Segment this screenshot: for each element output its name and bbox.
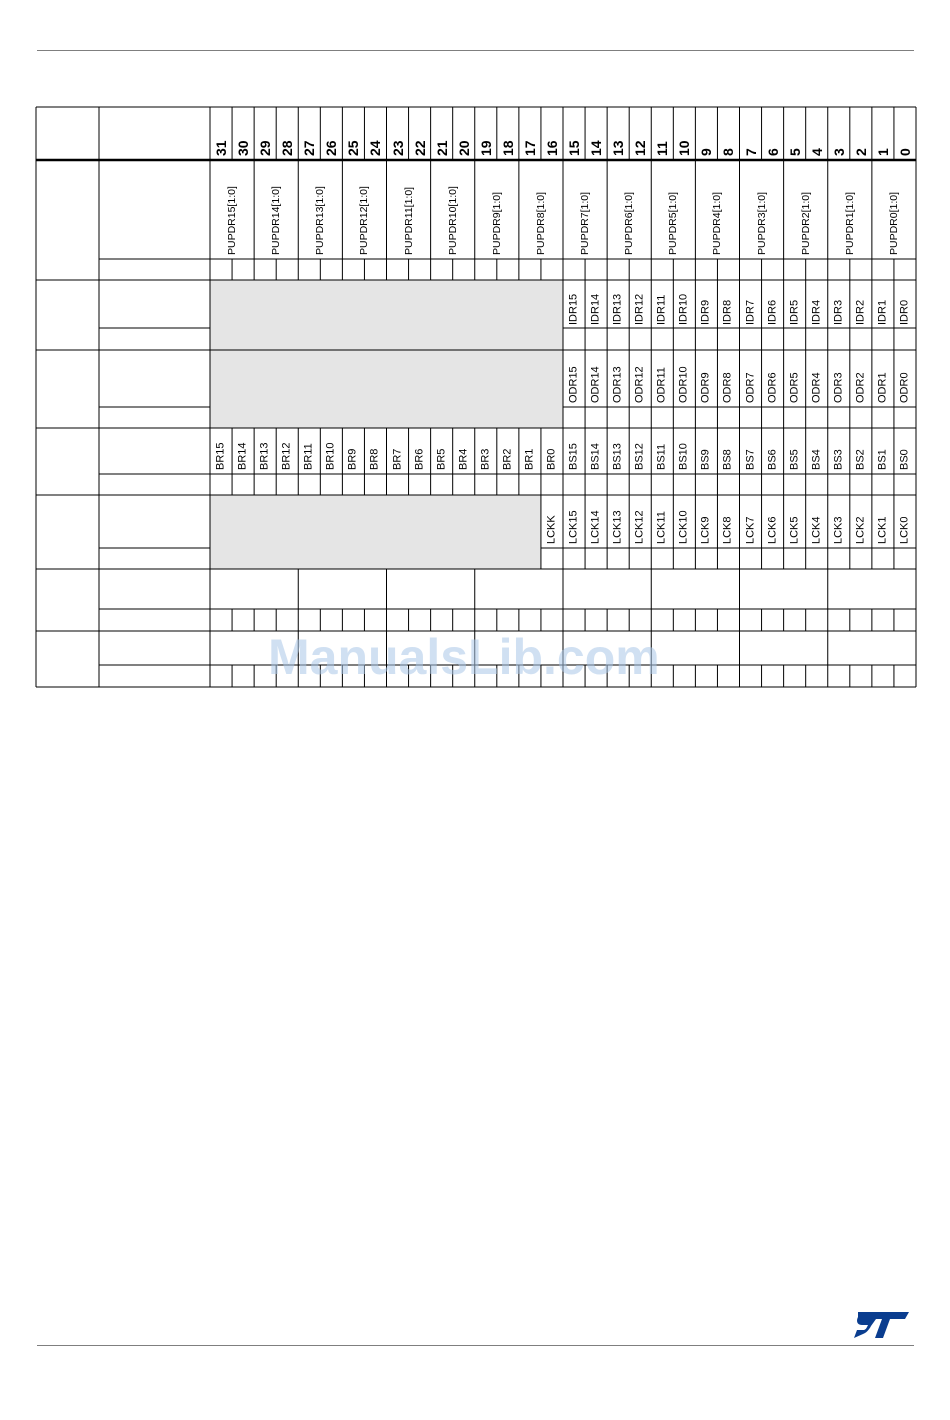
odr-field-label: ODR3 (832, 372, 845, 403)
bit-number: 21 (433, 140, 450, 156)
bit-number: 17 (521, 140, 538, 156)
odr-field-label: ODR11 (655, 367, 668, 403)
pupdr-field-label: PUPDR11[1:0] (402, 186, 415, 255)
bsrr-bs-label: BS2 (854, 449, 867, 470)
bit-number: 23 (389, 140, 406, 156)
bit-number: 0 (896, 148, 913, 156)
odr-field-label: ODR7 (744, 372, 757, 403)
bsrr-br-label: BR2 (501, 448, 514, 470)
pupdr-field-label: PUPDR7[1:0] (578, 191, 591, 255)
bit-number: 7 (742, 148, 759, 156)
bsrr-bs-label: BS6 (766, 449, 779, 470)
odr-field-label: ODR13 (611, 366, 624, 403)
lckr-field-label: LCK2 (854, 516, 867, 544)
idr-field-label: IDR10 (677, 293, 690, 325)
bsrr-br-label: BR12 (280, 442, 293, 470)
bit-number: 8 (720, 148, 737, 156)
bit-number: 19 (477, 140, 494, 156)
pupdr-field-label: PUPDR1[1:0] (843, 191, 856, 255)
idr-field-label: IDR4 (810, 299, 823, 325)
lckr-field-label: LCK14 (589, 510, 602, 544)
odr-field-label: ODR8 (721, 372, 734, 403)
bsrr-br-label: BR15 (214, 442, 227, 470)
pupdr-field-label: PUPDR10[1:0] (446, 186, 459, 255)
lckr-field-label: LCK8 (721, 516, 734, 544)
pupdr-field-label: PUPDR13[1:0] (314, 186, 327, 255)
odr-field-label: ODR10 (677, 366, 690, 403)
bit-number: 11 (654, 141, 671, 156)
bsrr-br-label: BR4 (457, 448, 470, 470)
bit-number: 30 (235, 140, 252, 156)
pupdr-field-label: PUPDR5[1:0] (667, 191, 680, 255)
odr-field-label: ODR9 (699, 372, 712, 403)
bsrr-br-label: BR3 (479, 448, 492, 470)
lckr-field-label: LCK10 (677, 510, 690, 544)
bit-number: 29 (257, 140, 274, 156)
bit-number: 27 (301, 140, 318, 156)
bsrr-br-label: BR9 (346, 448, 359, 470)
idr-field-label: IDR8 (721, 299, 734, 325)
lckr-field-label: LCK11 (655, 511, 668, 544)
bsrr-bs-label: BS13 (611, 443, 624, 470)
pupdr-field-label: PUPDR4[1:0] (711, 191, 724, 255)
odr-field-label: ODR15 (567, 366, 580, 403)
bsrr-br-label: BR7 (391, 448, 404, 470)
st-logo-icon (852, 1310, 910, 1340)
lckr-field-label: LCK5 (788, 516, 801, 544)
idr-field-label: IDR14 (589, 293, 602, 325)
idr-field-label: IDR13 (611, 293, 624, 325)
bsrr-bs-label: BS14 (589, 443, 602, 470)
bsrr-br-label: BR1 (523, 448, 536, 470)
lckr-field-label: LCK9 (699, 516, 712, 544)
bsrr-bs-label: BS10 (677, 443, 690, 470)
lckr-field-label: LCK13 (611, 510, 624, 544)
lckr-field-label: LCK15 (567, 510, 580, 544)
idr-field-label: IDR9 (699, 299, 712, 325)
bsrr-bs-label: BS12 (633, 443, 646, 470)
odr-field-label: ODR2 (854, 372, 867, 403)
idr-reserved-area (210, 280, 563, 350)
bit-number: 12 (632, 140, 649, 156)
bit-number: 5 (786, 148, 803, 156)
odr-field-label: ODR1 (876, 372, 889, 403)
pupdr-field-label: PUPDR2[1:0] (799, 191, 812, 255)
lckr-field-label: LCK6 (766, 516, 779, 544)
bsrr-bs-label: BS1 (876, 449, 889, 470)
bit-number: 6 (764, 148, 781, 156)
bit-number: 1 (874, 148, 891, 156)
idr-field-label: IDR2 (854, 299, 867, 325)
bsrr-bs-label: BS7 (744, 449, 757, 470)
bsrr-br-label: BR10 (324, 442, 337, 470)
odr-field-label: ODR4 (810, 372, 823, 403)
bit-number: 20 (455, 140, 472, 156)
bit-number: 4 (808, 148, 825, 156)
idr-field-label: IDR12 (633, 293, 646, 325)
bsrr-bs-label: BS8 (721, 449, 734, 470)
watermark: ManualsLib.com (268, 629, 660, 685)
idr-field-label: IDR15 (567, 293, 580, 325)
odr-field-label: ODR0 (898, 372, 911, 403)
bottom-rule (37, 1345, 914, 1346)
bit-number: 13 (610, 140, 627, 156)
bsrr-bs-label: BS15 (567, 443, 580, 470)
idr-field-label: IDR5 (788, 299, 801, 325)
lckr-field-label: LCK3 (832, 516, 845, 544)
bsrr-br-label: BR6 (413, 448, 426, 470)
bsrr-br-label: BR13 (258, 442, 271, 470)
bit-number: 22 (411, 140, 428, 156)
bsrr-br-label: BR0 (545, 448, 558, 470)
bit-number: 26 (323, 140, 340, 156)
pupdr-field-label: PUPDR12[1:0] (358, 186, 371, 255)
odr-field-label: ODR6 (766, 372, 779, 403)
idr-field-label: IDR1 (876, 299, 889, 325)
bsrr-bs-label: BS11 (655, 443, 668, 470)
odr-field-label: ODR5 (788, 372, 801, 403)
bsrr-br-label: BR14 (236, 442, 249, 470)
lckr-field-label: LCK0 (898, 516, 911, 544)
bit-number: 25 (345, 140, 362, 156)
lckr-lckk-label: LCKK (545, 515, 558, 544)
bit-number: 14 (588, 140, 605, 156)
idr-field-label: IDR11 (655, 294, 668, 325)
bsrr-br-label: BR11 (302, 443, 315, 470)
bit-number: 18 (499, 140, 516, 156)
pupdr-field-label: PUPDR0[1:0] (887, 191, 900, 255)
odr-reserved-area (210, 350, 563, 428)
pupdr-field-label: PUPDR8[1:0] (534, 191, 547, 255)
idr-field-label: IDR3 (832, 299, 845, 325)
pupdr-field-label: PUPDR14[1:0] (269, 186, 282, 255)
bit-number: 10 (676, 140, 693, 156)
bit-number: 9 (698, 148, 715, 156)
bit-number: 28 (279, 140, 296, 156)
lckr-field-label: LCK7 (744, 516, 757, 544)
odr-field-label: ODR12 (633, 366, 646, 403)
lckr-field-label: LCK1 (876, 516, 889, 544)
bsrr-bs-label: BS5 (788, 449, 801, 470)
bsrr-bs-label: BS9 (699, 449, 712, 470)
odr-field-label: ODR14 (589, 366, 602, 403)
bsrr-bs-label: BS0 (898, 449, 911, 470)
lckr-field-label: LCK4 (810, 516, 823, 544)
pupdr-field-label: PUPDR3[1:0] (755, 191, 768, 255)
bit-number: 2 (852, 148, 869, 156)
lckr-reserved-area (210, 495, 541, 569)
bit-number: 15 (566, 140, 583, 156)
lckr-field-label: LCK12 (633, 510, 646, 544)
pupdr-field-label: PUPDR6[1:0] (622, 191, 635, 255)
bit-number: 16 (543, 140, 560, 156)
bsrr-bs-label: BS3 (832, 449, 845, 470)
bsrr-br-label: BR5 (435, 448, 448, 470)
bsrr-br-label: BR8 (368, 448, 381, 470)
bit-number: 24 (367, 140, 384, 156)
idr-field-label: IDR6 (766, 299, 779, 325)
pupdr-field-label: PUPDR9[1:0] (490, 191, 503, 255)
idr-field-label: IDR7 (744, 299, 757, 325)
idr-field-label: IDR0 (898, 299, 911, 325)
bsrr-bs-label: BS4 (810, 449, 823, 470)
bit-number: 3 (830, 148, 847, 156)
pupdr-field-label: PUPDR15[1:0] (225, 186, 238, 255)
bit-number: 31 (213, 140, 230, 156)
